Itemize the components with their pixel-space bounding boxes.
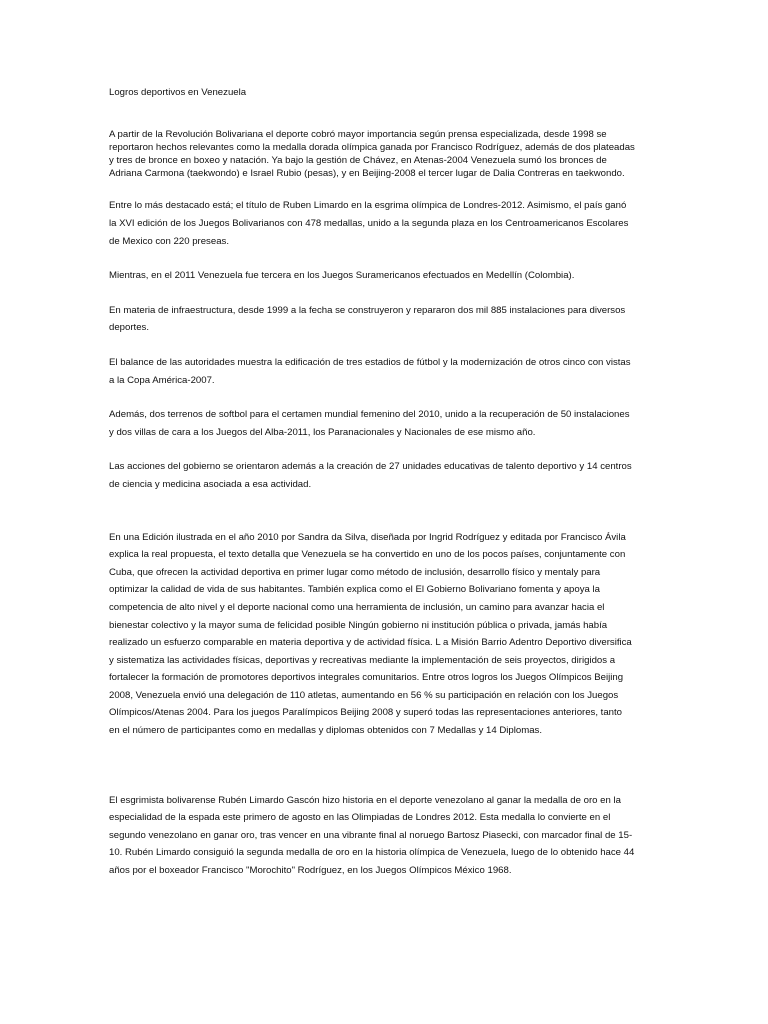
paragraph-edicion-ilustrada: En una Edición ilustrada en el año 2010 por Sandra da Silva, diseñada por Ingrid Rodríguez y editada por Francisco Ávila explica la real propuesta, el texto detalla que Venezuela se ha convertido en uno de los pocos países, conjuntamente con Cuba, que ofrecen la actividad deportiva en primer lugar como método de inclusión, desarrollo físico y mentaly para optimizar la calidad de vida de sus habitantes. También explica como el El Gobierno Bolivariano fomenta y apoya la competencia de alto nivel y el deporte nacional como una herramienta de inclusión, un camino para avanzar hacia el bienestar colectivo y la mayor suma de felicidad posible Ningún gobierno ni institución pública o privada, jamás había realizado un esfuerzo comparable en materia deportiva y de actividad física. L a Misión Barrio Adentro Deportivo diversifica y sistematiza las actividades físicas, deportivas y recreativas mediante la implementación de seis proyectos, dirigidos a fortalecer la formación de promotores deportivos integrales comunitarios. Entre otros logros los Juegos Olímpicos Beijing 2008, Venezuela envió una delegación de 110 atletas, aumentando en 56 % su participación en relación con los Juegos Olímpicos/Atenas 2004. Para los juegos Paralímpicos Beijing 2008 y superó todas las representaciones anteriores, tanto en el número de participantes como en medallas y diplomas obtenidos con 7 Medallas y 14 Diplomas. <box>109 531 632 737</box>
paragraph-limardo: El esgrimista bolivarense Rubén Limardo Gascón hizo historia en el deporte venezolano al ganar la medalla de oro en la especialidad de la espada este primero de agosto en las Olimpiadas de Londres 2012. Esta medalla lo convierte en el segundo venezolano en ganar oro, tras vencer en una vibrante final al noruego Bartosz Piasecki, con marcador final de 15-10. Rubén Limardo consiguió la segunda medalla de oro en la historia olímpica de Venezuela, luego de lo obtenido hace 44 años por el boxeador Francisco "Morochito" Rodríguez, en los Juegos Olímpicos México 1968. <box>109 794 635 877</box>
paragraph-estadios: El balance de las autoridades muestra la edificación de tres estadios de fútbol y la modernización de otros cinco con vistas a la Copa América-2007. <box>109 356 631 386</box>
paragraph-infraestructura: En materia de infraestructura, desde 1999 a la fecha se construyeron y repararon dos mil 885 instalaciones para diversos deportes. <box>109 304 626 334</box>
document-title: Logros deportivos en Venezuela <box>109 87 247 98</box>
paragraph-destacado: Entre lo más destacado está; el título de Ruben Limardo en la esgrima olímpica de Londres-2012. Asimismo, el país ganó la XVI edición de los Juegos Bolivarianos con 478 medallas, unido a la segunda plaza en los Centroamericanos Escolares de Mexico con 220 preseas. <box>109 200 629 247</box>
document-page <box>109 84 635 897</box>
paragraph-softbol: Además, dos terrenos de softbol para el certamen mundial femenino del 2010, unido a la recuperación de 50 instalaciones y dos villas de cara a los Juegos del Alba-2011, los Paranacionales y Nacionales de ese mismo año. <box>109 409 630 438</box>
paragraph-unidades-educativas: Las acciones del gobierno se orientaron además a la creación de 27 unidades educativas de talento deportivo y 14 centros de ciencia y medicina asociada a esa actividad. <box>109 461 632 490</box>
paragraph-suramericanos: Mientras, en el 2011 Venezuela fue tercera en los Juegos Suramericanos efectuados en Medellín (Colombia). <box>109 270 575 282</box>
paragraph-revolucion: A partir de la Revolución Bolivariana el deporte cobró mayor importancia según prensa especializada, desde 1998 se reportaron hechos relevantes como la medalla dorada olímpica ganada por Francisco Rodríguez, además de dos plateadas y tres de bronce en boxeo y natación. Ya bajo la gestión de Chávez, en Atenas-2004 Venezuela sumó los bronces de Adriana Carmona (taekwondo) e Israel Rubio (pesas), y en Beijing-2008 el tercer lugar de Dalia Contreras en taekwondo. <box>109 128 635 180</box>
